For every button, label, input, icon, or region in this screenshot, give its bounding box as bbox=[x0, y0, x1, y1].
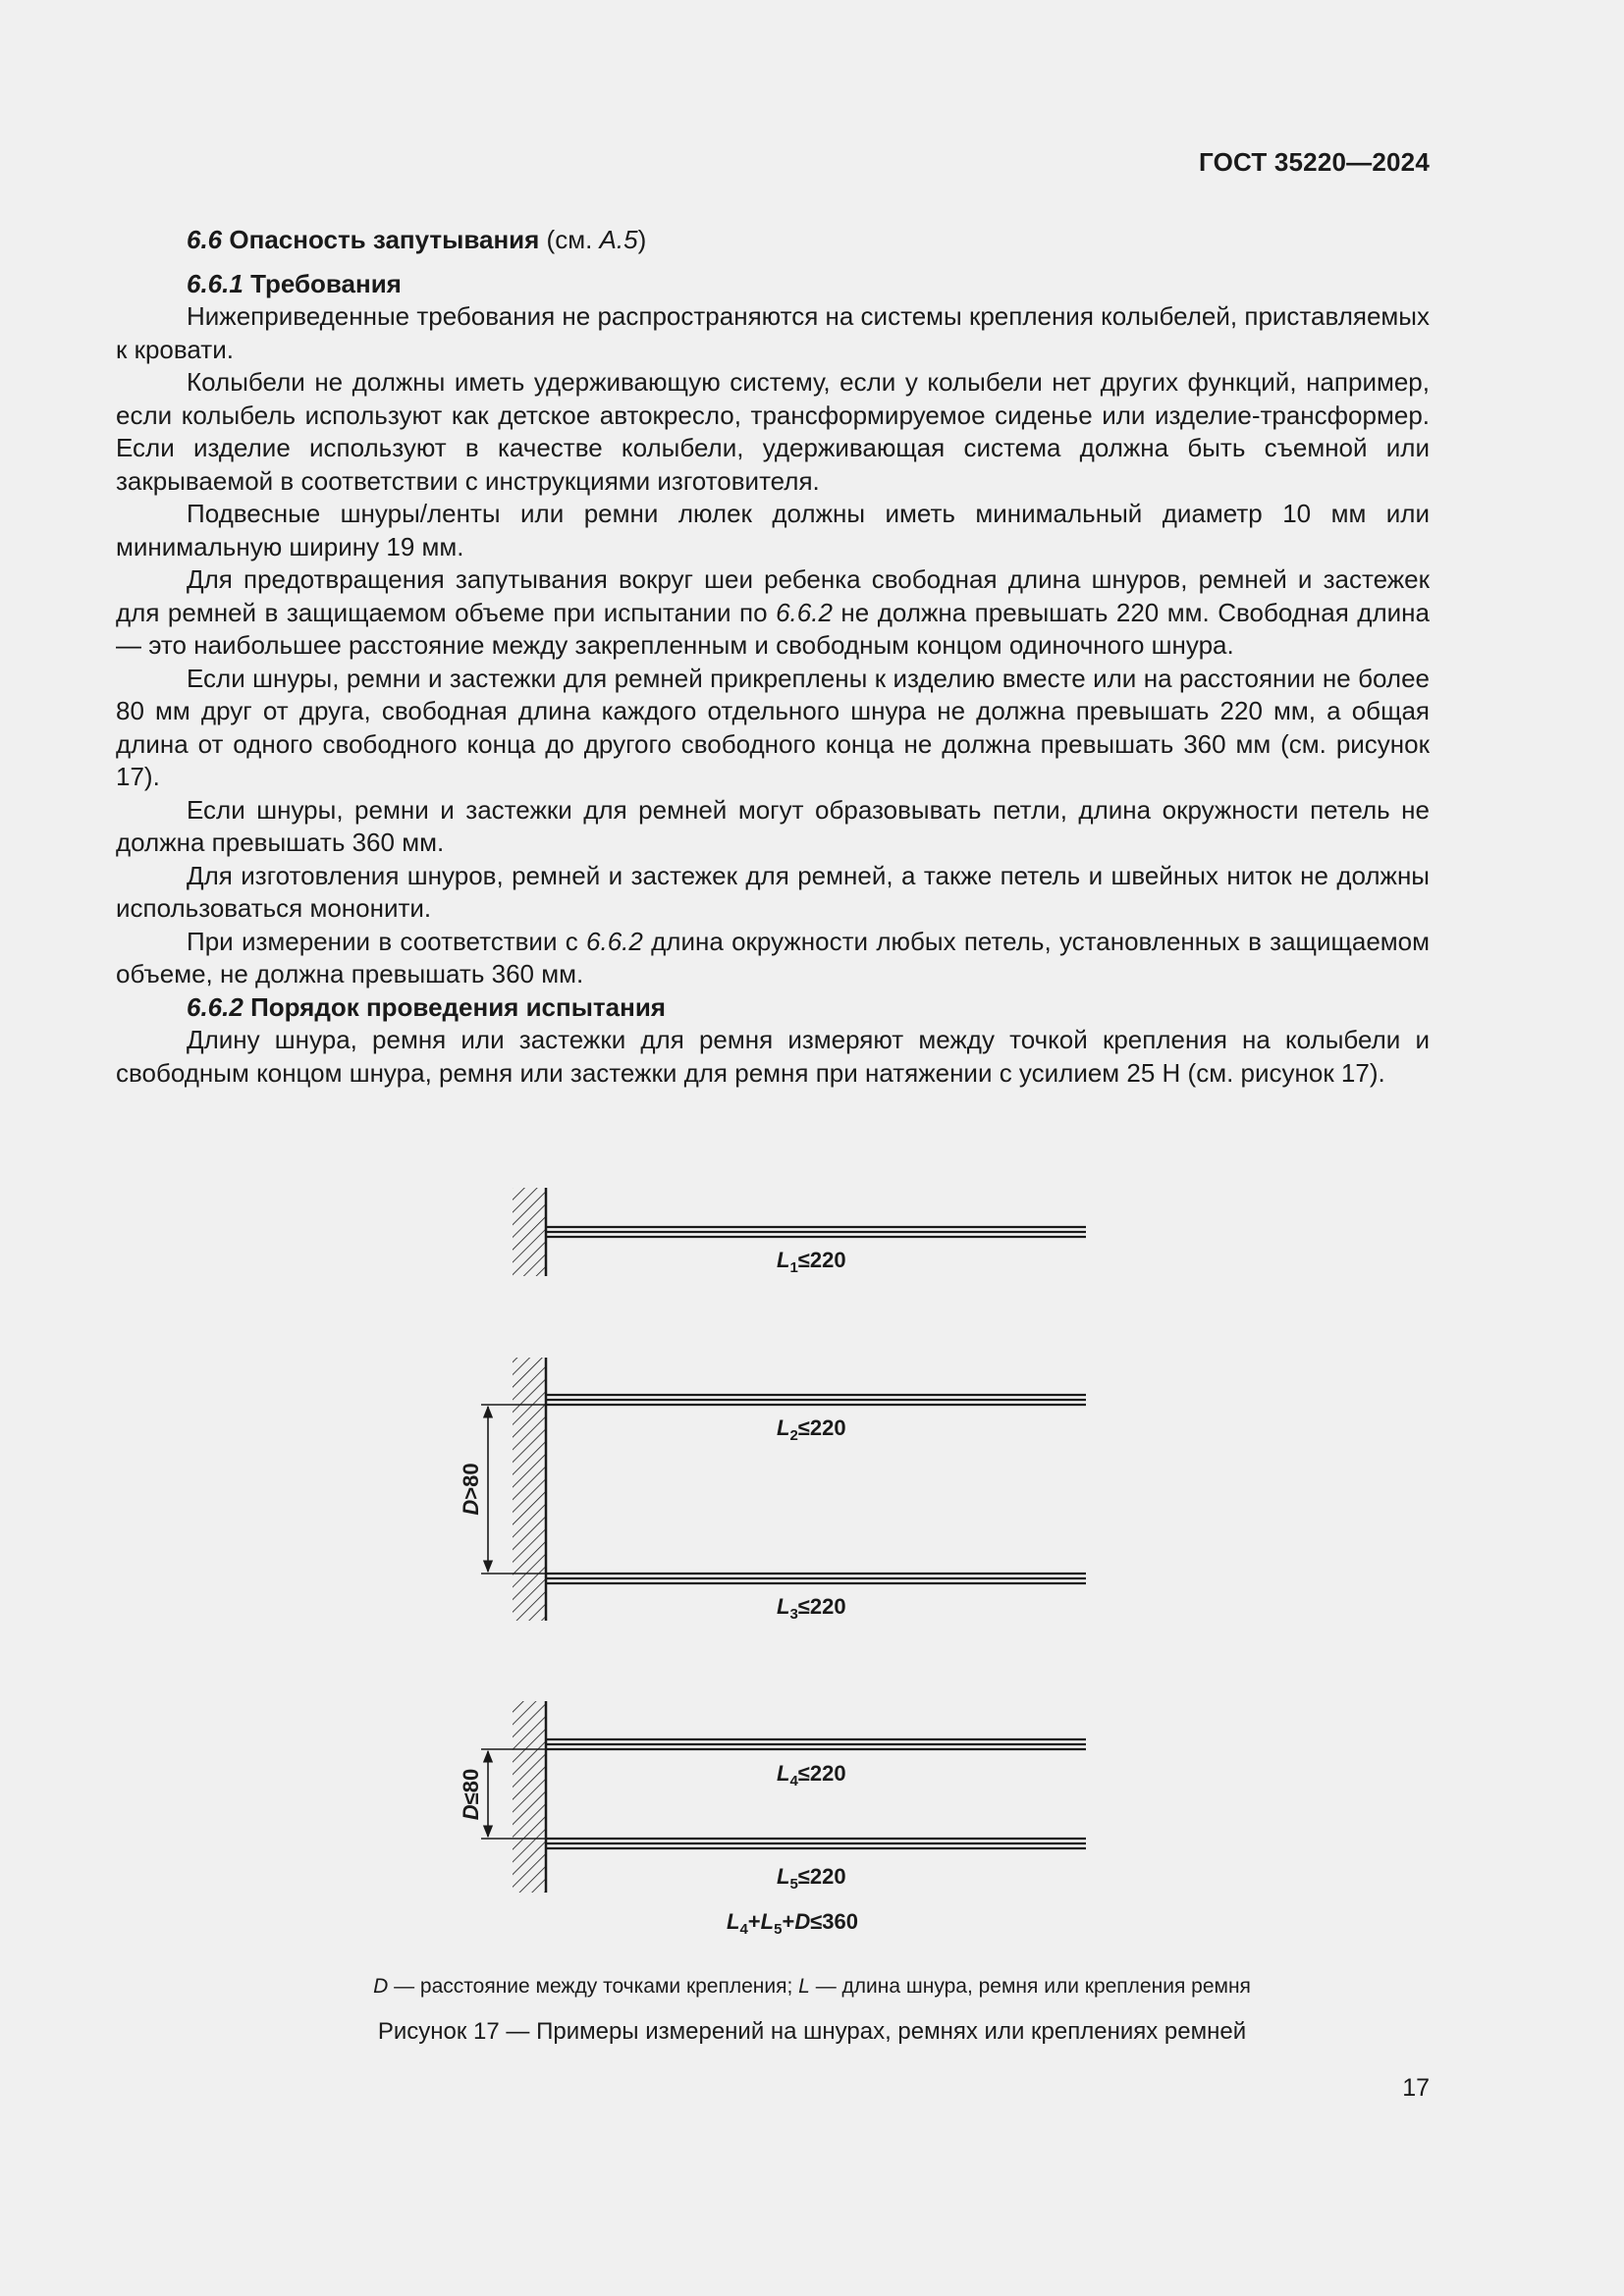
cord-1 bbox=[546, 1227, 1086, 1237]
wall-2 bbox=[513, 1358, 546, 1621]
paragraph-text: Для предотвращения запутывания вокруг шеи ребенка свободная длина шнуров, ремней и застежек для ремней в защищаемом объеме при испытании по bbox=[116, 564, 1430, 627]
label-L1: $L_1\le 220$ bbox=[777, 1248, 846, 1276]
cord-5 bbox=[546, 1839, 1086, 1848]
section-ref: А.5 bbox=[599, 225, 638, 254]
paragraph: Нижеприведенные требования не распространяются на системы крепления колыбелей, приставляемых к кровати. bbox=[116, 301, 1430, 364]
subsection-title: Порядок проведения испытания bbox=[250, 991, 666, 1022]
legend-symbol-l: L bbox=[798, 1975, 810, 1998]
section-title: Опасность запутывания bbox=[229, 225, 540, 254]
cord-3 bbox=[546, 1574, 1086, 1583]
subsection-6-6-1-heading bbox=[187, 268, 1430, 301]
subsection-6-6-2-heading bbox=[187, 991, 1430, 1025]
label-L3: $L_3\le 220$ bbox=[777, 1594, 846, 1623]
clause-ref: 6.6.2 bbox=[776, 597, 833, 627]
section-ref-suffix: ) bbox=[637, 225, 647, 254]
label-sum-constraint: $L_4+L_5+D\le 360$ bbox=[727, 1909, 858, 1938]
subsection-title: Требования bbox=[250, 268, 402, 298]
document-body bbox=[116, 224, 1430, 1090]
paragraph: Длину шнура, ремня или застежки для ремня измеряют между точкой крепления на колыбели и свободным концом шнура, ремня или застежки для ремня при натяжении с усилием 25 Н (см. рисунок 17). bbox=[116, 1025, 1430, 1088]
label-L5: $L_5\le 220$ bbox=[777, 1864, 846, 1893]
paragraph-text: При измерении в соответствии с bbox=[187, 926, 587, 956]
paragraph: Если шнуры, ремни и застежки для ремней могут образовывать петли, длина окружности петель не должна превышать 360 мм. bbox=[116, 794, 1430, 857]
legend-symbol-d: D bbox=[373, 1975, 389, 1998]
section-ref-prefix: (см. bbox=[546, 225, 600, 254]
paragraph bbox=[116, 926, 1430, 991]
label-D-le-80: D≤80 bbox=[459, 1768, 483, 1821]
label-L4: $L_4\le 220$ bbox=[777, 1761, 846, 1789]
paragraph bbox=[116, 563, 1430, 663]
subsection-number: 6.6.2 bbox=[187, 991, 244, 1022]
document-header: ГОСТ 35220—2024 bbox=[1199, 147, 1430, 177]
paragraph: Для изготовления шнуров, ремней и застежек для ремней, а также петель и швейных ниток не должны использоваться мононити. bbox=[116, 860, 1430, 923]
paragraph: Подвесные шнуры/ленты или ремни люлек должны иметь минимальный диаметр 10 мм или минимальную ширину 19 мм. bbox=[116, 499, 1430, 561]
paragraph: Если шнуры, ремни и застежки для ремней прикреплены к изделию вместе или на расстоянии не более 80 мм друг от друга, свободная длина каждого отдельного шнура не должна превышать 220 мм, а общая длина от одного свободного конца до другого свободного конца не должна превышать 360 мм (см. рисунок 17). bbox=[116, 663, 1430, 791]
figure-17 bbox=[0, 1168, 1624, 1993]
section-6-6-heading bbox=[187, 224, 1430, 257]
section-number: 6.6 bbox=[187, 225, 223, 254]
wall-1 bbox=[513, 1188, 546, 1276]
figure-17-drawing bbox=[0, 1168, 1624, 1993]
label-L2: $L_2\le 220$ bbox=[777, 1415, 846, 1444]
wall-3 bbox=[513, 1701, 546, 1893]
clause-ref: 6.6.2 bbox=[586, 926, 643, 956]
legend-text-l: — длина шнура, ремня или крепления ремня bbox=[809, 1975, 1251, 1998]
paragraph-text: длина окружности любых петель, установленных в защищаемом объеме, не должна превышать 360 мм. bbox=[116, 926, 1430, 988]
subsection-number: 6.6.1 bbox=[187, 268, 244, 298]
cord-4 bbox=[546, 1739, 1086, 1749]
paragraph: Колыбели не должны иметь удерживающую систему, если у колыбели нет других функций, например, если колыбель используют как детское автокресло, трансформируемое сиденье или изделие-трансформер. Если изделие используют в качестве колыбели, удерживающая система должна быть съемной или закрываемой в соответствии с инструкциями изготовителя. bbox=[116, 367, 1430, 496]
cord-2 bbox=[546, 1395, 1086, 1405]
paragraph-text: не должна превышать 220 мм. Свободная длина — это наибольшее расстояние между закрепленным и свободным концом одиночного шнура. bbox=[116, 597, 1430, 660]
legend-text-d: — расстояние между точками крепления; bbox=[388, 1975, 799, 1998]
figure-caption: Рисунок 17 — Примеры измерений на шнурах, ремнях или креплениях ремней bbox=[377, 2018, 1247, 2045]
page-number: 17 bbox=[1402, 2074, 1430, 2102]
figure-legend bbox=[0, 1975, 1624, 1999]
label-D-gt-80: D>80 bbox=[459, 1463, 483, 1516]
